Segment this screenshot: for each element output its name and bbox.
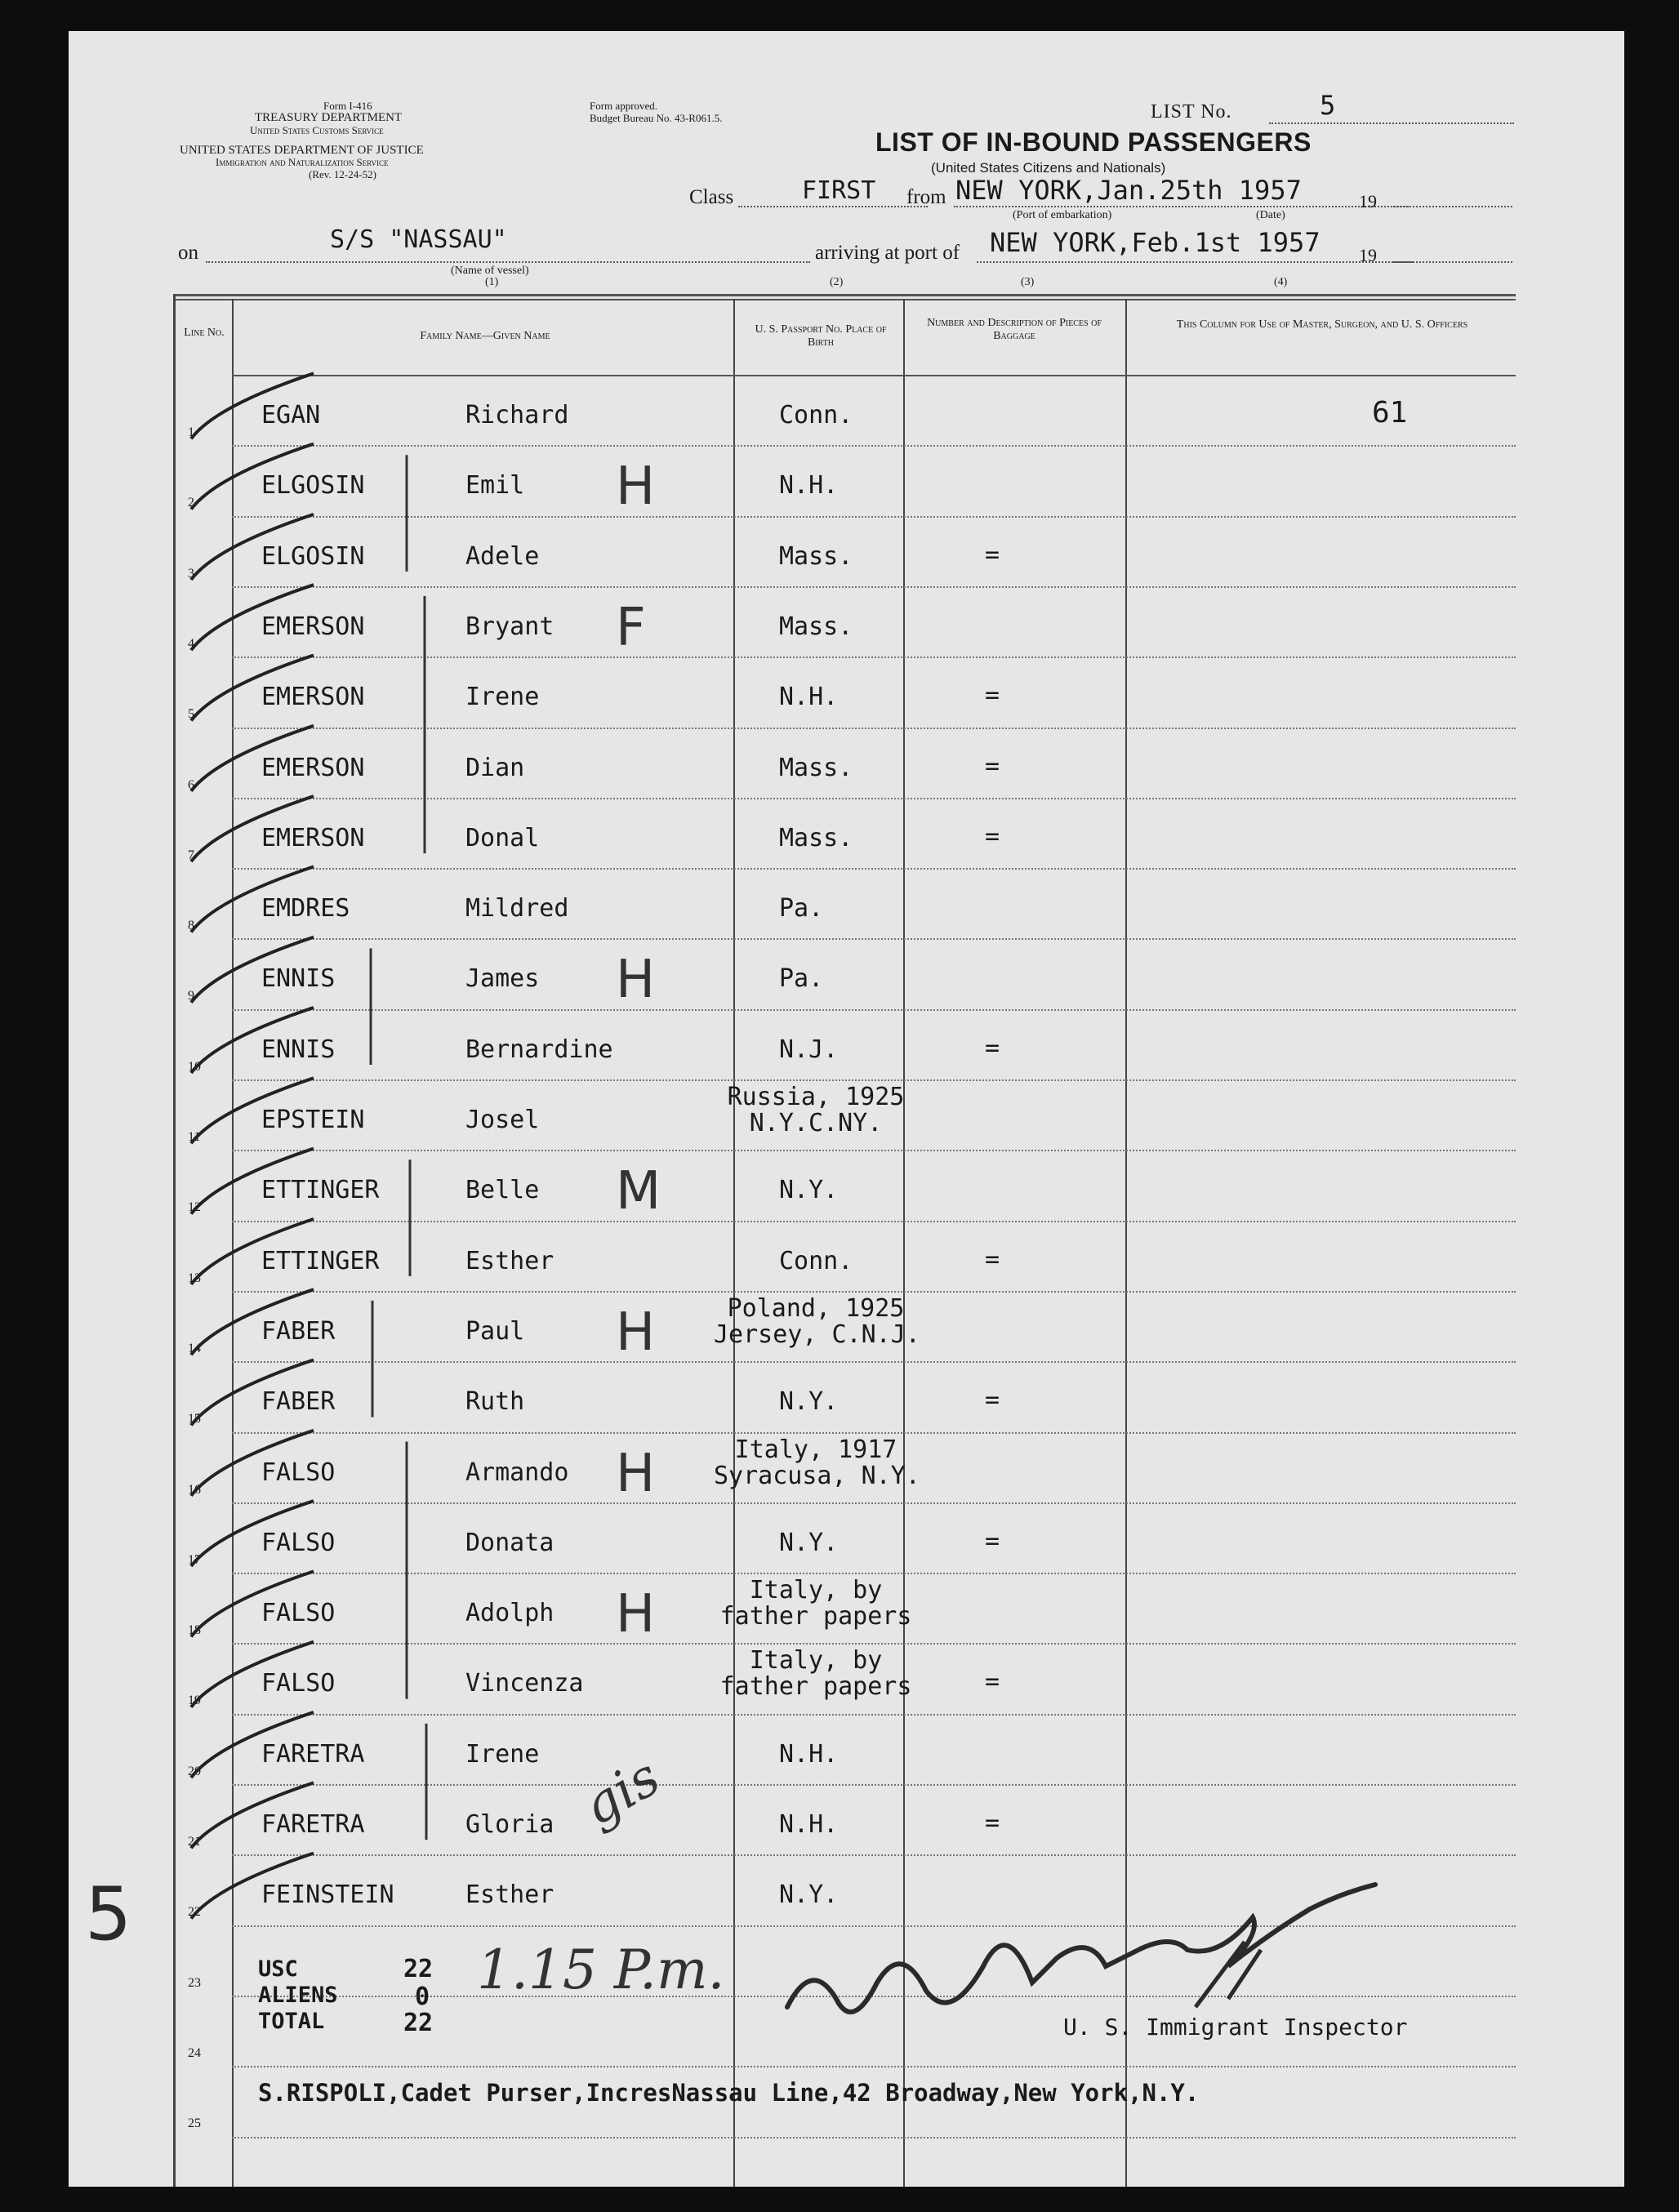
birthplace-line1: Russia, 1925 [727,1083,905,1111]
given-name: Ruth [465,1387,525,1417]
line-number: 24 [188,2045,201,2060]
family-name: FEINSTEIN [261,1880,394,1910]
given-name: Paul [465,1316,525,1346]
treasury-dept: TREASURY DEPARTMENT [255,111,403,124]
handwritten-mark: H [616,950,656,1011]
line-number: 22 [188,1905,201,1920]
family-name: EMERSON [261,683,365,712]
family-name: FALSO [261,1599,336,1628]
row-separator [232,1221,1516,1222]
baggage-mark: = [985,1033,1000,1062]
birthplace-line1: Italy, 1917 [734,1435,897,1464]
given-name: Irene [465,1739,540,1769]
line-number: 9 [188,989,194,1004]
margin-note: 5 [85,1872,132,1957]
given-name: Donal [465,823,540,852]
given-name: Bernardine [465,1035,613,1064]
col-officers: This Column for Use of Master, Surgeon, and U. S. Officers [1176,318,1468,331]
usc-count: 22 [403,1955,434,1983]
given-name: Vincenza [465,1669,584,1698]
birthplace-line2: father papers [719,1672,912,1702]
col-line-no: Line No. [184,327,225,339]
class-label: Class [689,186,734,208]
row-separator [232,938,1516,940]
port-embarkation-caption: (Port of embarkation) [1013,209,1112,221]
class-value: FIRST [802,176,876,205]
line-number: 8 [188,919,194,933]
row-separator [232,1643,1516,1645]
line-number: 23 [188,1975,201,1990]
family-name: ETTINGER [261,1176,380,1205]
birthplace: N.Y. [779,1528,839,1557]
family-name: ELGOSIN [261,541,365,571]
page-subtitle: (United States Citizens and Nationals) [931,160,1166,176]
row-separator [232,798,1516,799]
arriving-label: arriving at port of [815,242,960,264]
handwritten-mark: H [616,456,656,518]
baggage-mark: = [985,1386,1000,1415]
line-number: 18 [188,1623,201,1638]
birthplace-line2: Jersey, C.N.J. [714,1320,920,1349]
row-separator [232,1714,1516,1716]
line-number: 10 [188,1059,201,1074]
line-number: 3 [188,566,194,581]
row-separator [232,2137,1516,2139]
row-separator [232,1502,1516,1504]
year-suffix-1: 19 [1359,191,1377,211]
handwritten-mark: F [616,597,646,658]
given-name: Josel [465,1106,540,1134]
given-name: Gloria [465,1810,554,1839]
birthplace: N.H. [779,683,839,712]
inspection-time: 1.15 P.m. [477,1938,725,2001]
handwritten-mark: H [616,1302,656,1363]
line-number: 20 [188,1764,201,1778]
row-separator [232,2066,1516,2067]
birthplace: N.H. [779,471,839,501]
birthplace: Mass. [779,541,853,571]
birthplace-line2: N.Y.C.NY. [749,1109,883,1137]
family-name: FALSO [261,1528,336,1557]
arrival-value: NEW YORK,Feb.1st 1957 [990,227,1320,258]
aliens-label: ALIENS [258,1983,338,2008]
birthplace-line1: Poland, 1925 [727,1293,905,1323]
total-label: TOTAL [258,2009,325,2034]
line-number: 16 [188,1482,201,1497]
family-name: FALSO [261,1458,336,1487]
line-number: 14 [188,1341,201,1355]
family-name: FARETRA [261,1739,365,1769]
form-number: Form I-416 [323,100,372,112]
row21-annotation: gis [572,1747,670,1838]
baggage-mark: = [985,1667,1000,1697]
row-separator [232,1009,1516,1011]
given-name: Dian [465,753,525,782]
row-separator [232,656,1516,658]
baggage-mark: = [985,681,1000,710]
row-separator [232,1925,1516,1927]
given-name: Emil [465,471,525,501]
line-number: 13 [188,1271,201,1285]
given-name: Adele [465,541,540,571]
budget-bureau: Budget Bureau No. 43-R061.5. [590,112,723,124]
col-baggage: Number and Description of Pieces of Baggage [927,317,1102,342]
family-name: EMDRES [261,894,350,924]
column-ref-3: (3) [1021,276,1035,288]
passenger-manifest-page [69,31,1624,2187]
row-separator [232,1361,1516,1363]
from-label: from [906,186,946,208]
row-separator [232,516,1516,518]
family-name: EMERSON [261,823,365,852]
family-name: FALSO [261,1669,336,1698]
birthplace: N.H. [779,1810,839,1839]
row-separator [232,1854,1516,1856]
baggage-mark: = [985,540,1000,569]
on-label: on [178,242,198,264]
birthplace: Conn. [779,1246,853,1275]
date-caption: (Date) [1256,209,1285,221]
aliens-count: 0 [415,1983,430,2011]
line-number: 11 [188,1130,201,1144]
col-name: Family Name—Given Name [420,330,550,342]
officer-note: 61 [1372,396,1408,429]
row-separator [232,1291,1516,1293]
birthplace: Pa. [779,894,824,924]
birthplace: Mass. [779,753,853,782]
embarkation-value: NEW YORK,Jan.25th 1957 [955,175,1302,206]
line-number: 25 [188,2116,201,2131]
page-title: LIST OF IN-BOUND PASSENGERS [875,127,1312,157]
ins-service: Immigration and Naturalization Service [216,156,389,168]
baggage-mark: = [985,821,1000,851]
birthplace-line1: Italy, by [749,1576,883,1605]
family-name: EMERSON [261,753,365,782]
line-number: 2 [188,496,194,510]
given-name: Belle [465,1176,540,1205]
birthplace-line2: father papers [719,1602,912,1631]
form-approved: Form approved. [590,100,658,112]
birthplace: N.Y. [779,1176,839,1205]
family-name: FARETRA [261,1810,365,1839]
purser-footer: S.RISPOLI,Cadet Purser,IncresNassau Line,42 Broadway,New York,N.Y. [258,2079,1200,2107]
row-separator [232,1784,1516,1786]
list-number: 5 [1320,90,1336,121]
birthplace-line1: Italy, by [749,1646,883,1676]
list-label: LIST No. [1151,101,1232,122]
birthplace: N.Y. [779,1387,839,1417]
row-separator [232,1573,1516,1574]
vessel-name: S/S "NASSAU" [330,225,507,254]
given-name: Irene [465,683,540,712]
column-ref-1: (1) [485,276,499,288]
given-name: Mildred [465,894,569,924]
given-name: James [465,964,540,994]
column-ref-2: (2) [830,276,844,288]
birthplace: N.H. [779,1739,839,1769]
row-separator [232,1150,1516,1151]
customs-service: United States Customs Service [250,124,384,136]
family-name: ELGOSIN [261,471,365,501]
given-name: Esther [465,1246,554,1275]
given-name: Adolph [465,1599,554,1628]
justice-dept: UNITED STATES DEPARTMENT OF JUSTICE [180,144,424,157]
line-number: 7 [188,848,194,862]
family-name: EMERSON [261,612,365,641]
total-count: 22 [403,2009,434,2037]
given-name: Esther [465,1880,554,1910]
column-ref-4: (4) [1274,276,1288,288]
birthplace-line2: Syracusa, N.Y. [714,1461,920,1490]
line-number: 15 [188,1412,201,1426]
row-separator [232,868,1516,870]
line-number: 12 [188,1200,201,1215]
handwritten-mark: H [616,1584,656,1645]
baggage-mark: = [985,751,1000,781]
row-separator [232,728,1516,729]
col-passport: U. S. Passport No. Place of Birth [755,323,887,349]
row-separator [232,1079,1516,1081]
given-name: Bryant [465,612,554,641]
birthplace: Mass. [779,823,853,852]
row-separator [232,1432,1516,1434]
family-name: ENNIS [261,1035,336,1064]
family-name: ENNIS [261,964,336,994]
line-number: 19 [188,1693,201,1708]
baggage-mark: = [985,1244,1000,1274]
year-suffix-2: 19 [1359,245,1377,265]
family-name: FABER [261,1316,336,1346]
row-separator [232,445,1516,447]
given-name: Donata [465,1528,554,1557]
birthplace: N.J. [779,1035,839,1064]
line-number: 4 [188,636,194,651]
handwritten-mark: H [616,1443,656,1504]
family-name: FABER [261,1387,336,1417]
birthplace: Pa. [779,964,824,994]
line-number: 17 [188,1552,201,1567]
revision-date: (Rev. 12-24-52) [309,168,376,180]
line-number: 1 [188,425,194,439]
handwritten-mark: M [616,1161,661,1222]
family-name: EGAN [261,401,321,429]
usc-label: USC [258,1956,298,1982]
birthplace: N.Y. [779,1880,839,1910]
line-number: 6 [188,777,194,792]
family-name: EPSTEIN [261,1106,365,1134]
given-name: Armando [465,1458,569,1487]
given-name: Richard [465,401,569,429]
birthplace: Conn. [779,401,853,429]
baggage-mark: = [985,1526,1000,1556]
line-number: 5 [188,707,194,722]
inspector-label: U. S. Immigrant Inspector [1063,2014,1408,2041]
baggage-mark: = [985,1809,1000,1837]
birthplace: Mass. [779,612,853,641]
line-number: 21 [188,1835,201,1849]
vessel-caption: (Name of vessel) [451,265,529,277]
family-name: ETTINGER [261,1246,380,1275]
row-separator [232,586,1516,588]
